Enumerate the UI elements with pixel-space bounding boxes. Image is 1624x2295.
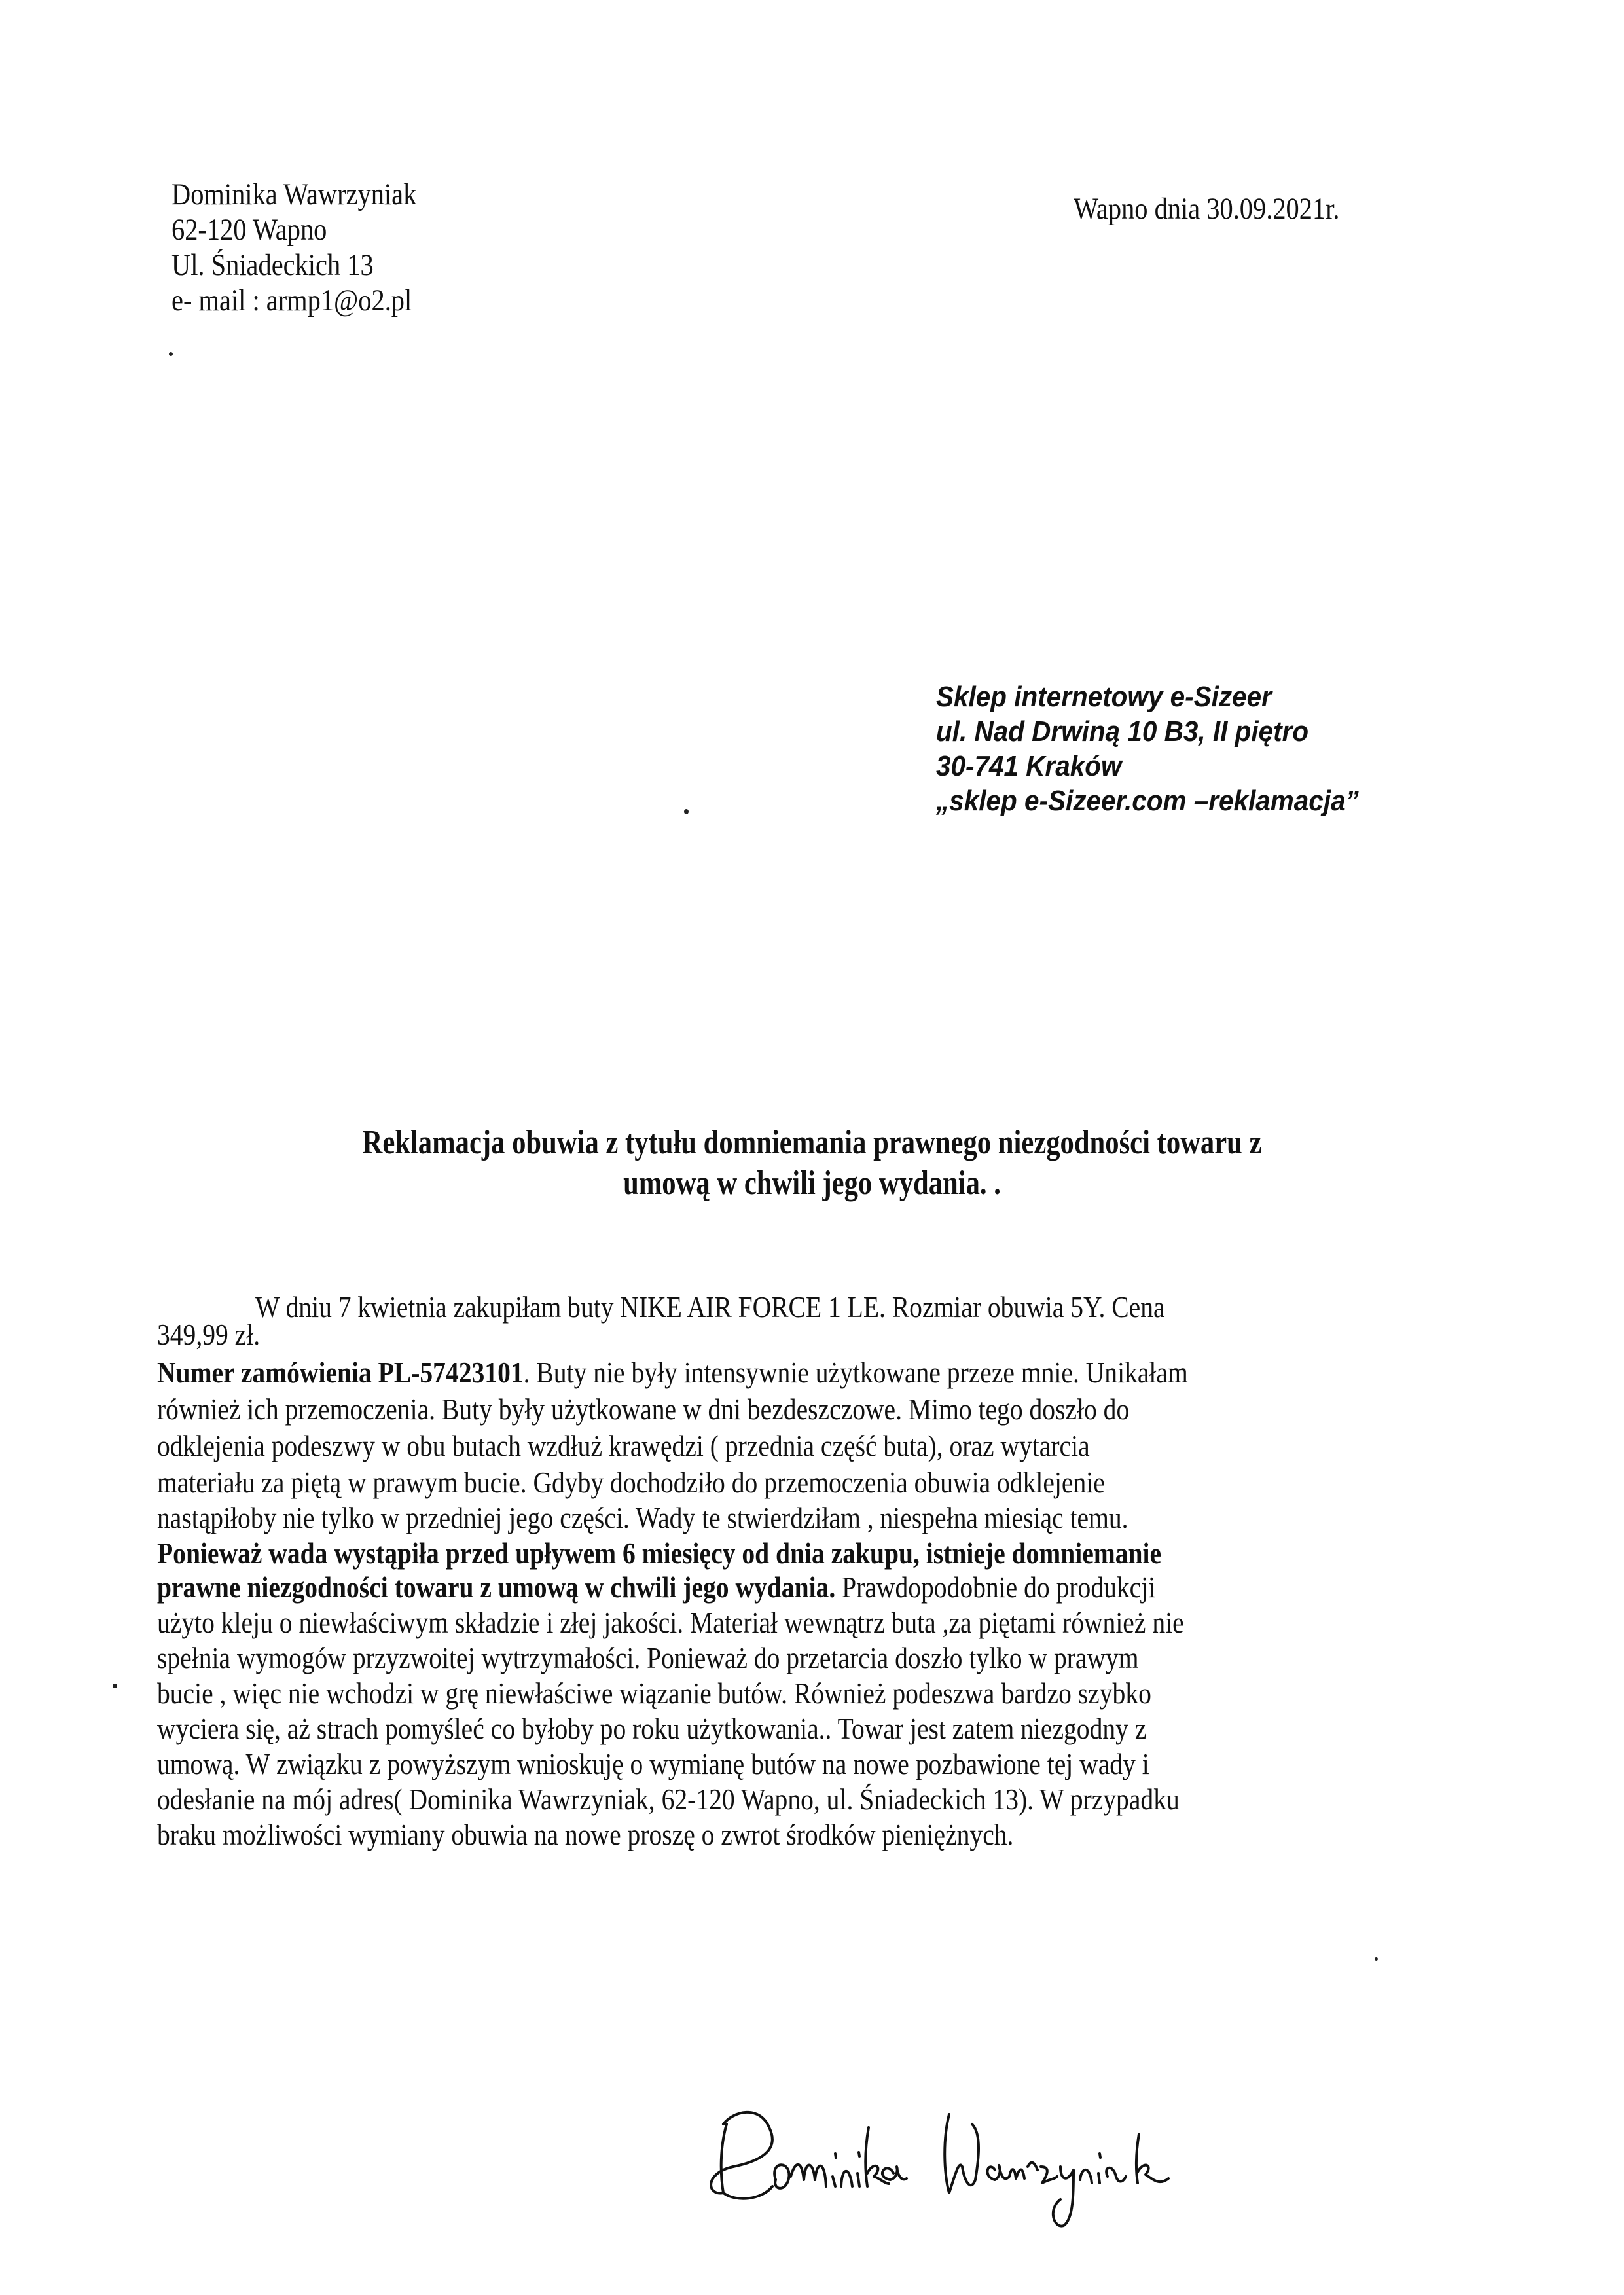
sender-postal: 62-120 Wapno [171,213,327,247]
signature-stroke [833,2152,859,2186]
signature-stroke [882,2167,907,2180]
body-line: nastąpiłoby nie tylko w przedniej jego części. Wady te stwierdziłam , niespełna miesiąc temu. [157,1501,1128,1534]
scan-speck [169,352,173,356]
title-line-1: Reklamacja obuwia z tytułu domniemania prawnego niezgodności towaru z [362,1124,1262,1161]
recipient-line-2: ul. Nad Drwiną 10 B3, II piętro [936,715,1309,748]
body-line: odesłanie na mój adres( Dominika Wawrzyniak, 62-120 Wapno, ul. Śniadeckich 13). W przypadku [157,1782,1180,1816]
signature-stroke [1136,2134,1168,2183]
sender-street: Ul. Śniadeckich 13 [171,248,374,282]
body-line: materiału za piętą w prawym bucie. Gdyby dochodziło do przemoczenia obuwia odklejenie [157,1466,1105,1499]
body-line: odklejenia podeszwy w obu butach wzdłuż krawędzi ( przednia część buta), oraz wytarcia [157,1429,1090,1462]
recipient-line-1: Sklep internetowy e-Sizeer [936,681,1272,713]
body-line: umową. W związku z powyższym wnioskuję o wymianę butów na nowe pozbawione tej wady i [157,1747,1149,1780]
recipient-line-4: „sklep e-Sizeer.com –reklamacja” [936,785,1359,817]
signature-stroke [1053,2167,1074,2226]
body-line-bold: Ponieważ wada wystąpiła przed upływem 6 miesięcy od dnia zakupu, istnieje domniemanie [157,1536,1162,1570]
scan-speck [684,809,689,814]
body-line: braku możliwości wymiany obuwia na nowe proszę o zwrot środków pieniężnych. [157,1818,1014,1851]
sender-name: Dominika Wawrzyniak [171,177,417,211]
recipient-address [936,679,1359,818]
body-text: Prawdopodobnie do produkcji [835,1570,1156,1604]
signature-stroke [1028,2163,1057,2183]
title-line-2: umową w chwili jego wydania. . [623,1165,1001,1202]
body-line: spełnia wymogów przyzwoitej wytrzymałości. Ponieważ do przetarcia doszło tylko w prawym [157,1641,1139,1674]
body-line: 349,99 zł. [157,1318,261,1351]
letter-date: Wapno dnia 30.09.2021r. [1074,192,1340,226]
handwritten-signature [707,2062,1296,2232]
body-line [157,1570,1155,1604]
sender-email: e- mail : armp1@o2.pl [171,283,412,317]
signature-stroke [945,2114,979,2193]
body-bold-text: prawne niezgodności towaru z umową w chwili jego wydania. [157,1570,836,1604]
signature-stroke [987,2165,1024,2180]
signature-stroke [723,2186,772,2199]
sender-address [171,177,416,318]
body-line: również ich przemoczenia. Buty były użytkowane w dni bezdeszczowe. Mimo tego doszło do [157,1392,1130,1426]
body-line: bucie , więc nie wchodzi w grę niewłaściwe wiązanie butów. Również podeszwa bardzo szybko [157,1676,1151,1710]
recipient-line-3: 30-741 Kraków [936,750,1122,782]
body-line [157,1355,1188,1390]
body-line: użyto kleju o niewłaściwym składzie i złej jakości. Materiał wewnątrz buta ,za piętami również nie [157,1606,1184,1639]
signature-stroke [1080,2154,1126,2183]
body-line: wyciera się, aż strach pomyśleć co byłoby po roku użytkowania.. Towar jest zatem niezgodny z [157,1712,1147,1745]
scan-speck [1375,1957,1378,1961]
letter-title [0,1123,1624,1204]
order-number: Numer zamówienia PL-57423101 [157,1356,524,1389]
body-text: . Buty nie były intensywnie użytkowane przeze mnie. Unikałam [523,1356,1188,1389]
body-line: W dniu 7 kwietnia zakupiłam buty NIKE AIR FORCE 1 LE. Rozmiar obuwia 5Y. Cena [255,1290,1165,1324]
signature-stroke [791,2165,826,2186]
scan-speck [113,1684,117,1688]
signature-stroke [711,2112,772,2194]
signature-stroke [774,2165,789,2188]
